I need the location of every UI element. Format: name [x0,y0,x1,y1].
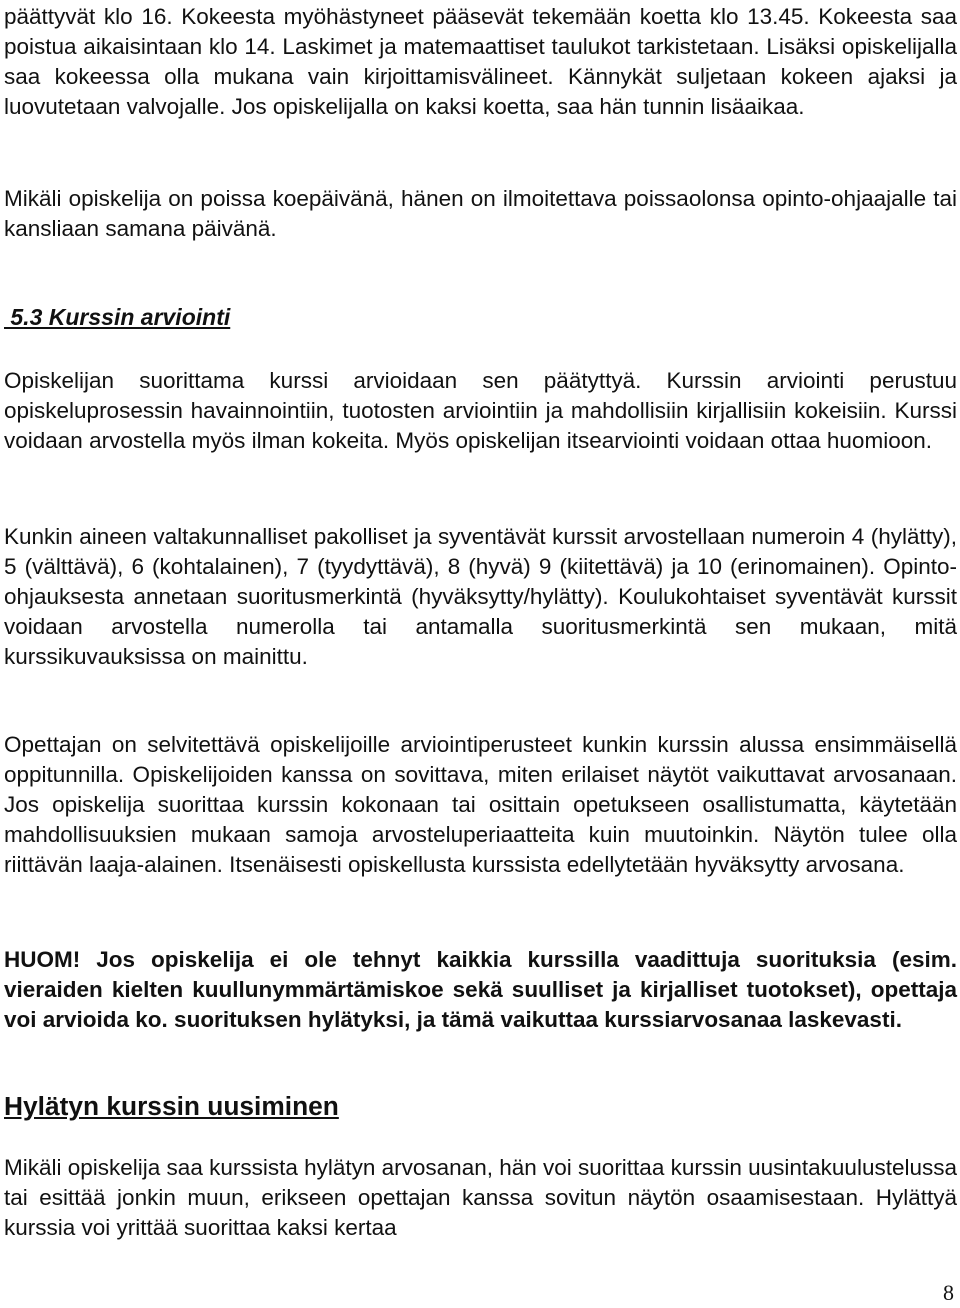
paragraph-note-huom: HUOM! Jos opiskelija ei ole tehnyt kaikkia kurssilla vaadittuja suorituksia (esim. vieraiden kielten kuullunymmärtämiskoe sekä suulliset ja kirjalliset tuotokset), opettaja voi arvioida ko. suorituksen hylätyksi, ja tämä vaikuttaa kurssiarvosanaa laskevasti. [4,947,957,1032]
paragraph-teacher-criteria: Opettajan on selvitettävä opiskelijoille arviointiperusteet kunkin kurssin alussa ensimmäisellä oppitunnilla. Opiskelijoiden kanssa on sovittava, miten erilaiset näytöt vaikuttavat arvosanaan. Jos opiskelija suorittaa kurssin kokonaan tai osittain opetukseen osallistumatta, käytetään mahdollisuuksien mukaan samoja arvosteluperiaatteita kuin muutoinkin. Näytön tulee olla riittävän laaja-alainen. Itsenäisesti opiskellusta kurssista edellytetään hyväksytty arvosana. [4,732,957,877]
paragraph-exam-rules: päättyvät klo 16. Kokeesta myöhästyneet pääsevät tekemään koetta klo 13.45. Kokeesta saa poistua aikaisintaan klo 14. Laskimet ja matemaattiset taulukot tarkistetaan. Lisäksi opiskelijalla saa kokeessa olla mukana vain kirjoittamisvälineet. Kännykät suljetaan kokeen ajaksi ja luovutetaan valvojalle. Jos opiskelijalla on kaksi koetta, saa hän tunnin lisäaikaa. [4,4,957,119]
paragraph-grading-scale: Kunkin aineen valtakunnalliset pakolliset ja syventävät kurssit arvostellaan numeroin 4 (hylätty), 5 (välttävä), 6 (kohtalainen), 7 (tyydyttävä), 8 (hyvä) 9 (kiitettävä) ja 10 (erinomainen). Opinto-ohjauksesta annetaan suoritusmerkintä (hyväksytty/hylätty). Koulukohtaiset syventävät kurssit voidaan arvostella numerolla tai antamalla suoritusmerkintä sen mukaan, mitä kurssikuvauksissa on mainittu. [4,524,957,669]
subheading-failed-course-retake: Hylätyn kurssin uusiminen [4,1091,339,1121]
page-number: 8 [943,1280,954,1305]
paragraph-retake-rules: Mikäli opiskelija saa kurssista hylätyn arvosanan, hän voi suorittaa kurssin uusintakuulustelussa tai esittää jonkin muun, erikseen opettajan kanssa sovitun näytön osaamisestaan. Hylättyä kurssia voi yrittää suorittaa kaksi kertaa [4,1155,957,1240]
paragraph-absence: Mikäli opiskelija on poissa koepäivänä, hänen on ilmoitettava poissaolonsa opinto-ohjaajalle tai kansliaan samana päivänä. [4,186,957,241]
section-heading-course-assessment: 5.3 Kurssin arviointi [4,304,231,330]
paragraph-assessment-basis: Opiskelijan suorittama kurssi arvioidaan sen päätyttyä. Kurssin arviointi perustuu opiskeluprosessin havainnointiin, tuotosten arviointiin ja mahdollisiin kirjallisiin kokeisiin. Kurssi voidaan arvostella myös ilman kokeita. Myös opiskelijan itsearviointi voidaan ottaa huomioon. [4,368,957,453]
